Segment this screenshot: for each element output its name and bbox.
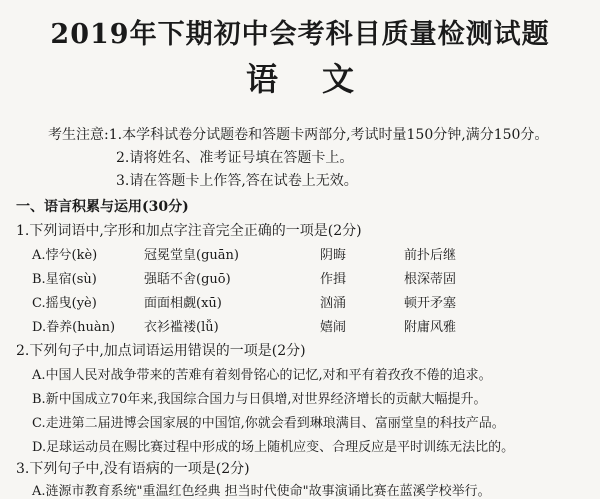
option-cell: C.摇曳(yè) xyxy=(32,296,97,311)
option-cell: 阴晦 xyxy=(320,248,347,263)
option-cell: 嬉闹 xyxy=(320,320,347,335)
question-2-stem: 2.下列句子中,加点词语运用错误的一项是(2分) xyxy=(16,343,306,359)
option-cell: 强聒不舍(guō) xyxy=(144,272,231,287)
option-cell: 冠冕堂皇(guān) xyxy=(144,248,239,263)
option-cell: 前扑后继 xyxy=(404,248,457,263)
subject-title: 语文 xyxy=(245,60,398,98)
option-cell: 作揖 xyxy=(320,272,347,287)
notice-line-2: 2.请将姓名、准考证号填在答题卡上。 xyxy=(116,150,354,166)
option-cell: A.悖兮(kè) xyxy=(32,248,98,263)
question-2-option-c: C.走进第二届进博会国家展的中国馆,你就会看到琳琅满目、富丽堂皇的科技产品。 xyxy=(32,416,505,431)
option-cell: 衣衫褴褛(lǚ) xyxy=(144,320,219,335)
option-cell: B.星宿(sù) xyxy=(32,272,97,287)
question-1-option-a xyxy=(32,244,504,263)
question-1-stem: 1.下列词语中,字形和加点字注音完全正确的一项是(2分) xyxy=(16,223,362,239)
question-2-option-b: B.新中国成立70年来,我国综合国力与日俱增,对世界经济增长的贡献大幅提升。 xyxy=(32,392,487,407)
question-3-stem: 3.下列句子中,没有语病的一项是(2分) xyxy=(16,461,250,477)
option-cell: D.眷养(huàn) xyxy=(32,320,116,335)
option-cell: 汹涌 xyxy=(320,296,347,311)
notice-block xyxy=(48,124,548,193)
notice-line-1: 考生注意:1.本学科试卷分试题卷和答题卡两部分,考试时量150分钟,满分150分。 xyxy=(48,127,549,143)
question-3-option-a: A.涟源市教育系统"重温红色经典 担当时代使命"故事演诵比赛在蓝溪学校举行。 xyxy=(32,484,491,499)
question-2-option-a: A.中国人民对战争带来的苦难有着刻骨铭心的记忆,对和平有着孜孜不倦的追求。 xyxy=(32,368,492,383)
option-cell: 根深蒂固 xyxy=(404,272,457,287)
option-cell: 顿开矛塞 xyxy=(404,296,457,311)
notice-line-3: 3.请在答题卡上作答,答在试卷上无效。 xyxy=(116,173,358,189)
option-cell: 附庸风雅 xyxy=(404,320,457,335)
question-1-option-b xyxy=(32,268,504,287)
question-1-option-d xyxy=(32,316,504,335)
section-heading: 一、语言积累与运用(30分) xyxy=(16,199,189,215)
question-2-option-d: D.足球运动员在赐比赛过程中形成的场上随机应变、合理反应是平时训练无法比的。 xyxy=(32,440,515,455)
question-1-option-c xyxy=(32,292,504,311)
option-cell: 面面相觑(xū) xyxy=(144,296,222,311)
exam-title: 2019年下期初中会考科目质量检测试题 xyxy=(50,19,550,50)
